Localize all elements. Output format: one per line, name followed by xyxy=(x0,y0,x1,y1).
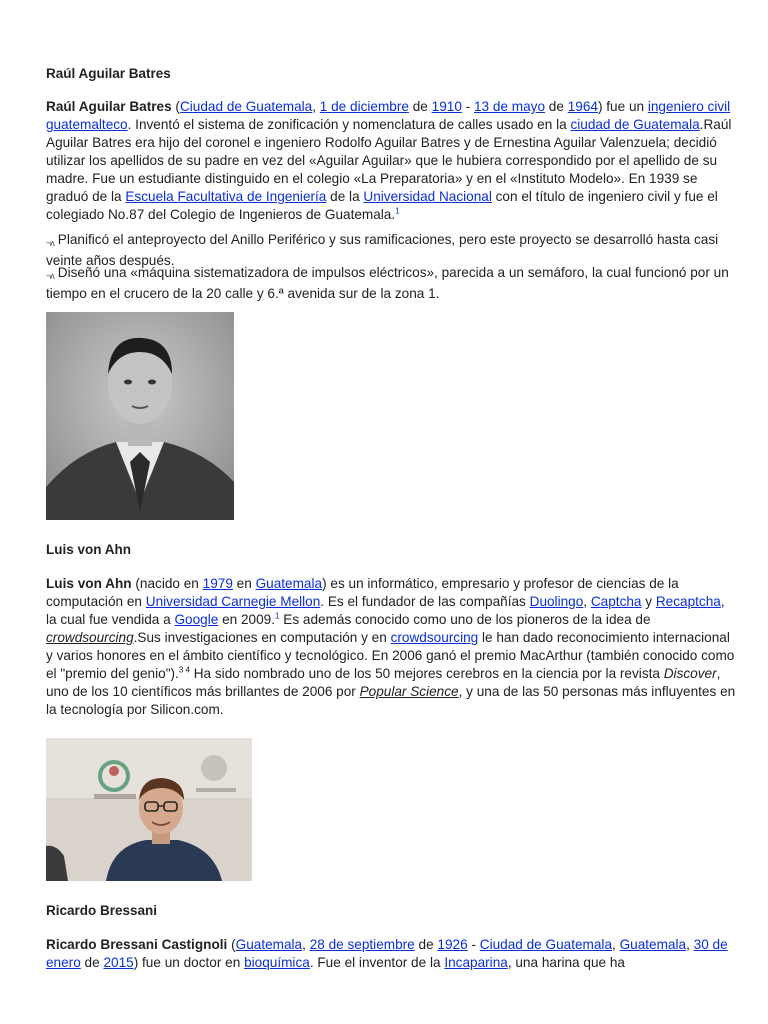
link-ciudad-de-guatemala[interactable]: Ciudad de Guatemala xyxy=(479,937,613,952)
link-1-de-diciembre[interactable]: 1 de diciembre xyxy=(319,99,409,114)
bullet-mark: ¬ʌ xyxy=(46,238,54,248)
link-1910[interactable]: 1910 xyxy=(431,99,462,114)
paragraph-raul-intro: Raúl Aguilar Batres (Ciudad de Guatemala, 1 de diciembre de 1910 - 13 de mayo de 1964) fue un ingeniero civil guatemalteco. Inventó el sistema de zonificación y nomenclatura de calles usado en la ciudad de Guatemala.Raúl Aguilar Batres era hijo del coronel e ingeniero Rodolfo Aguilar Batres y de Ernestina Aguilar Valenzuela; decidió utilizar los apellidos de su padre en vez del «Aguilar Aguilar» que le hubiera correspondido por el apellido de su madre. Fue un estudiante distinguido en el colegio «La Preparatoria» y en el «Instituto Modelo». En 1939 se graduó de la Escuela Facultativa de Ingeniería de la Universidad Nacional con el título de ingeniero civil y fue el colegiado No.87 del Colegio de Ingenieros de Guatemala.$^1$ xyxy=(46,99,732,222)
paragraph-ricardo-intro: Ricardo Bressani Castignoli (Guatemala, 28 de septiembre de 1926 - Ciudad de Guatemala, Guatemala, 30 de enero de 2015) fue un doctor en bioquímica. Fue el inventor de la Incaparina, una harina que ha xyxy=(46,937,728,970)
link-ingeniero-civil[interactable]: ingeniero civil xyxy=(647,99,731,114)
link-duolingo[interactable]: Duolingo xyxy=(529,594,584,609)
heading-luis: Luis von Ahn xyxy=(46,542,131,557)
photo-raul-aguilar-batres xyxy=(46,312,234,520)
link-ciudad-de-guatemala[interactable]: Ciudad de Guatemala xyxy=(179,99,313,114)
link-crowdsourcing-italic[interactable]: crowdsourcing xyxy=(46,630,134,645)
heading-ricardo: Ricardo Bressani xyxy=(46,903,158,918)
bullet-maquina: ¬ʌ Diseñó una «máquina sistematizadora de impulsos eléctricos», parecida a un semáforo, la cual funcionó por un tiempo en el crucero de la 20 calle y 6.ª avenida sur de la zona 1. xyxy=(46,265,729,301)
bullet-mark: ¬ʌ xyxy=(46,271,54,281)
link-13-de-mayo[interactable]: 13 de mayo xyxy=(473,99,546,114)
link-captcha[interactable]: Captcha xyxy=(590,594,642,609)
link-google[interactable]: Google xyxy=(174,612,219,627)
subject-name: Luis von Ahn xyxy=(46,576,132,591)
link-guatemalteco[interactable]: guatemalteco xyxy=(46,117,128,132)
link-1926[interactable]: 1926 xyxy=(437,937,468,952)
link-crowdsourcing[interactable]: crowdsourcing xyxy=(390,630,479,645)
link-ciudad-de-guatemala-2[interactable]: ciudad de Guatemala xyxy=(570,117,700,132)
paragraph-luis-intro: Luis von Ahn (nacido en 1979 en Guatemala) es un informático, empresario y profesor de ciencias de la computación en Universidad Carnegie Mellon. Es el fundador de las compañías Duolingo, Captcha y Recaptcha, la cual fue vendida a Google en 2009.$^1$ Es además conocido como uno de los pioneros de la idea de crowdsourcing.Sus investigaciones en computación y en crowdsourcing le han dado reconocimiento internacional y varios honores en el ámbito científico y tecnológico. En 2006 ganó el premio MacArthur (también conocido como el "premio del genio").$^{3 4}$ Ha sido nombrado uno de los 50 mejores cerebros en la ciencia por la revista Discover, uno de los 10 científicos más brillantes de 2006 por Popular Science, y una de las 50 personas más influyentes en la tecnología por Silicon.com. xyxy=(46,576,736,717)
link-universidad-nacional[interactable]: Universidad Nacional xyxy=(363,189,492,204)
link-incaparina[interactable]: Incaparina xyxy=(444,955,508,970)
reference-1[interactable]: 1 xyxy=(275,611,280,621)
link-30-de-enero[interactable]: 30 de enero xyxy=(46,937,728,970)
link-2015[interactable]: 2015 xyxy=(103,955,134,970)
link-1979[interactable]: 1979 xyxy=(202,576,233,591)
link-28-de-septiembre[interactable]: 28 de septiembre xyxy=(309,937,415,952)
link-guatemala[interactable]: Guatemala xyxy=(255,576,323,591)
photo-luis-von-ahn xyxy=(46,738,252,881)
discover-title: Discover xyxy=(663,666,717,681)
link-1964[interactable]: 1964 xyxy=(567,99,598,114)
reference-1[interactable]: 1 xyxy=(395,206,400,216)
link-bioquimica[interactable]: bioquímica xyxy=(244,955,310,970)
link-guatemala[interactable]: Guatemala xyxy=(235,937,303,952)
link-carnegie-mellon[interactable]: Universidad Carnegie Mellon xyxy=(145,594,321,609)
link-guatemala-2[interactable]: Guatemala xyxy=(619,937,687,952)
bullet-anillo-periferico: ¬ʌ Planificó el anteproyecto del Anillo Periférico y sus ramificaciones, pero este proyecto se desarrolló hasta casi veinte años después. xyxy=(46,232,719,268)
link-popular-science[interactable]: Popular Science xyxy=(359,684,459,699)
subject-name: Raúl Aguilar Batres xyxy=(46,99,172,114)
subject-name: Ricardo Bressani Castignoli xyxy=(46,937,228,952)
heading-raul: Raúl Aguilar Batres xyxy=(46,66,171,81)
link-escuela-facultativa[interactable]: Escuela Facultativa de Ingeniería xyxy=(125,189,327,204)
reference-3-4[interactable]: 3 4 xyxy=(178,665,190,675)
link-recaptcha[interactable]: Recaptcha xyxy=(655,594,721,609)
